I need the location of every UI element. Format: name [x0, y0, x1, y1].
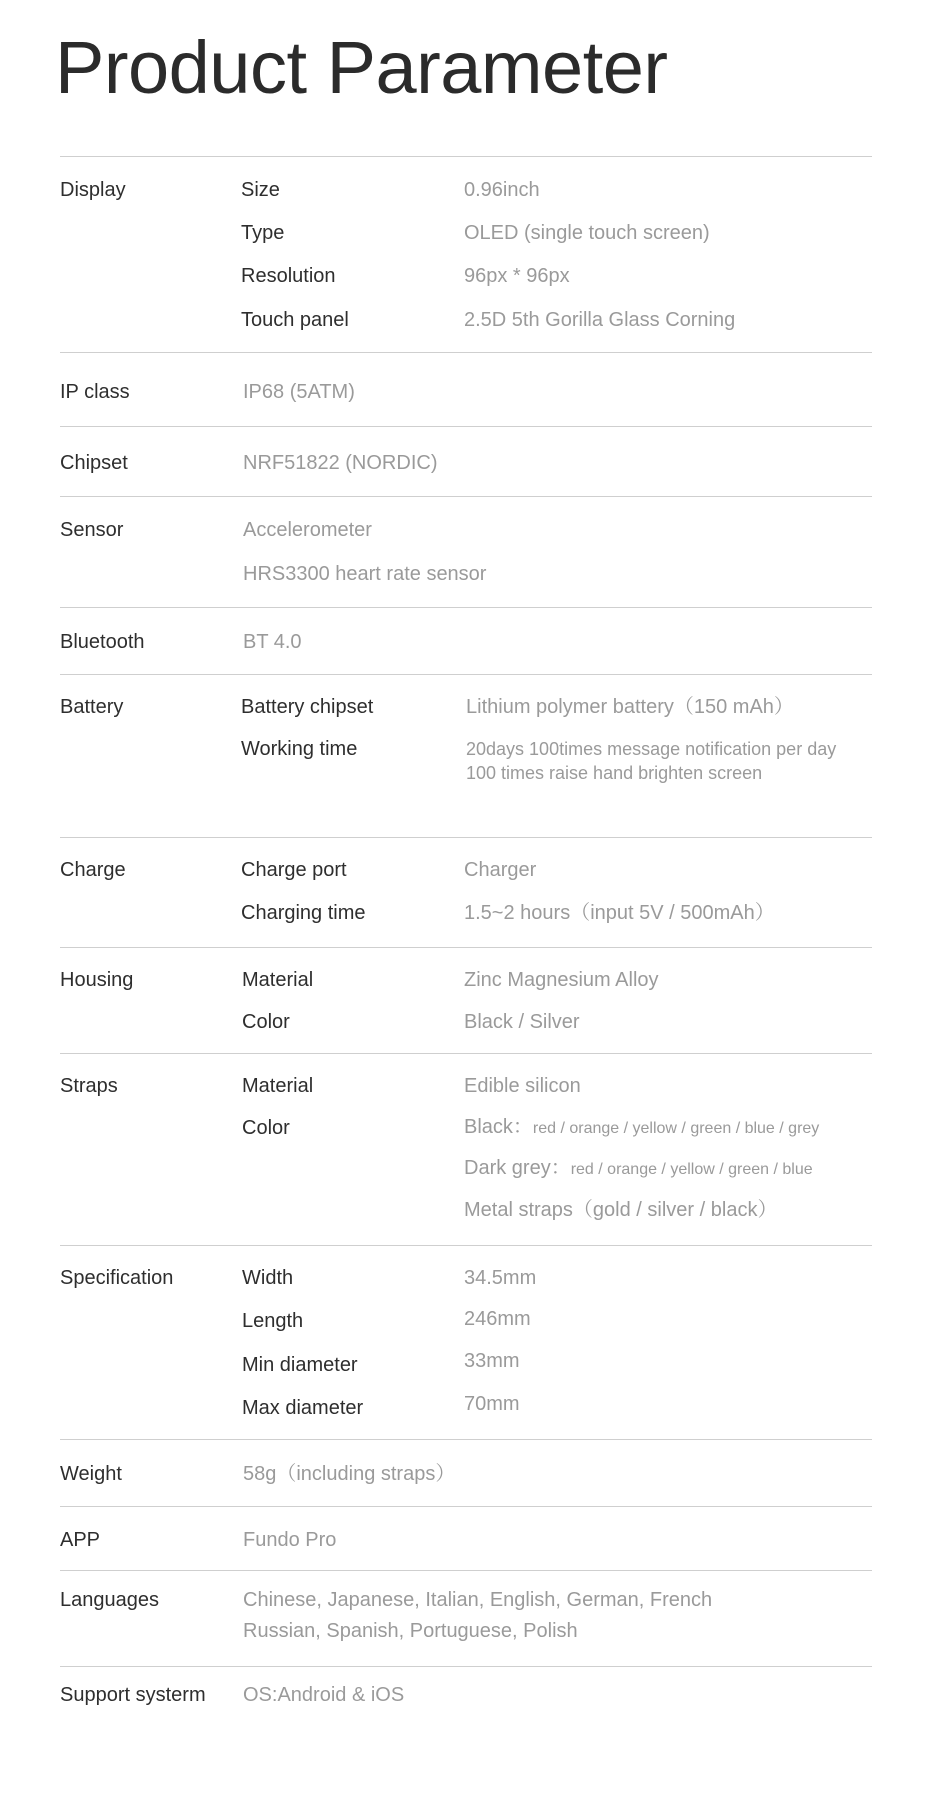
straps-black-colors: red / orange / yellow / green / blue / grey — [532, 1120, 820, 1137]
section-housing — [60, 947, 872, 1053]
section-languages — [60, 1570, 872, 1666]
chipset-value: NRF51822 (NORDIC) — [243, 452, 438, 474]
section-label-straps: Straps — [60, 1075, 118, 1097]
display-touch-panel-value: 2.5D 5th Gorilla Glass Corning — [464, 309, 736, 331]
spec-min-diameter-key: Min diameter — [242, 1354, 358, 1376]
section-label-bluetooth: Bluetooth — [60, 631, 145, 653]
section-app — [60, 1506, 872, 1570]
section-display — [60, 156, 872, 352]
section-label-weight: Weight — [60, 1463, 122, 1485]
section-sensor — [60, 496, 872, 607]
working-time-value-line2: 100 times raise hand brighten screen — [466, 763, 763, 783]
housing-material-value: Zinc Magnesium Alloy — [464, 969, 659, 991]
display-touch-panel-key: Touch panel — [241, 309, 349, 331]
section-label-housing: Housing — [60, 969, 134, 991]
section-label-specification: Specification — [60, 1267, 174, 1289]
spec-width-key: Width — [242, 1267, 294, 1289]
straps-material-key: Material — [242, 1075, 314, 1097]
display-type-value: OLED (single touch screen) — [464, 222, 710, 244]
straps-metal: Metal straps（gold / silver / black） — [464, 1199, 778, 1221]
charging-time-key: Charging time — [241, 902, 366, 924]
working-time-value-line1: 20days 100times message notification per day — [466, 739, 837, 759]
section-label-sensor: Sensor — [60, 519, 124, 541]
section-label-chipset: Chipset — [60, 452, 128, 474]
section-label-support-system: Support systerm — [60, 1684, 206, 1706]
section-label-battery: Battery — [60, 696, 124, 718]
display-resolution-key: Resolution — [241, 265, 336, 287]
section-label-charge: Charge — [60, 859, 126, 881]
weight-value: 58g（including straps） — [243, 1463, 456, 1485]
display-resolution-value: 96px * 96px — [464, 265, 570, 287]
straps-darkgrey-prefix: Dark grey： — [464, 1157, 571, 1179]
section-chipset — [60, 426, 872, 496]
section-charge — [60, 837, 872, 947]
section-battery — [60, 674, 872, 837]
parameter-table — [60, 156, 872, 1746]
housing-color-value: Black / Silver — [464, 1011, 580, 1033]
section-label-languages: Languages — [60, 1589, 159, 1611]
section-bluetooth — [60, 607, 872, 674]
straps-black-prefix: Black： — [464, 1116, 533, 1138]
spec-max-diameter-key: Max diameter — [242, 1397, 364, 1419]
battery-chipset-key: Battery chipset — [241, 696, 374, 718]
charge-port-key: Charge port — [241, 859, 347, 881]
spec-width-value: 34.5mm — [464, 1267, 537, 1289]
sensor-value-accelerometer: Accelerometer — [243, 519, 372, 541]
housing-material-key: Material — [242, 969, 314, 991]
battery-chipset-value: Lithium polymer battery（150 mAh） — [466, 696, 794, 718]
sensor-value-heart-rate: HRS3300 heart rate sensor — [243, 563, 487, 585]
straps-color-dark-grey — [464, 1156, 813, 1182]
section-label-ip-class: IP class — [60, 381, 130, 403]
spec-length-value: 246mm — [464, 1308, 531, 1330]
bluetooth-value: BT 4.0 — [243, 631, 302, 653]
app-value: Fundo Pro — [243, 1529, 337, 1551]
section-support-system — [60, 1666, 872, 1746]
section-label-display: Display — [60, 179, 126, 201]
working-time-key: Working time — [241, 738, 358, 760]
languages-line2: Russian, Spanish, Portuguese, Polish — [243, 1620, 578, 1642]
straps-material-value: Edible silicon — [464, 1075, 581, 1097]
straps-color-key: Color — [242, 1117, 290, 1139]
section-specification — [60, 1245, 872, 1439]
section-ip-class — [60, 352, 872, 426]
straps-color-black — [464, 1115, 819, 1141]
section-label-app: APP — [60, 1529, 101, 1551]
straps-darkgrey-colors: red / orange / yellow / green / blue — [570, 1161, 813, 1178]
housing-color-key: Color — [242, 1011, 290, 1033]
spec-length-key: Length — [242, 1310, 304, 1332]
display-size-key: Size — [241, 179, 280, 201]
charge-port-value: Charger — [464, 859, 537, 881]
spec-max-diameter-value: 70mm — [464, 1393, 520, 1415]
spec-min-diameter-value: 33mm — [464, 1350, 520, 1372]
section-straps — [60, 1053, 872, 1245]
languages-line1: Chinese, Japanese, Italian, English, German, French — [243, 1589, 713, 1611]
ip-class-value: IP68 (5ATM) — [243, 381, 355, 403]
display-size-value: 0.96inch — [464, 179, 540, 201]
page-title: Product Parameter — [55, 26, 668, 109]
display-type-key: Type — [241, 222, 285, 244]
support-system-value: OS:Android & iOS — [243, 1684, 405, 1706]
charging-time-value: 1.5~2 hours（input 5V / 500mAh） — [464, 902, 775, 924]
section-weight — [60, 1439, 872, 1506]
